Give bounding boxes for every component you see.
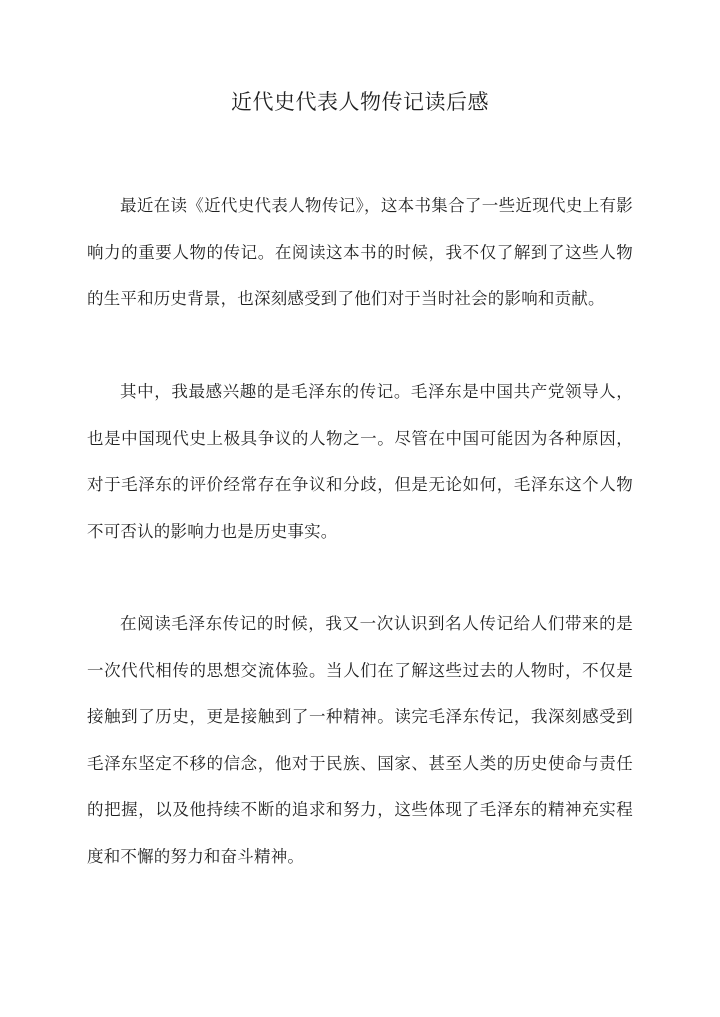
- document-title: 近代史代表人物传记读后感: [231, 90, 489, 114]
- paragraph-3: 在阅读毛泽东传记的时候，我又一次认识到名人传记给人们带来的是一次代代相传的思想交流体验。当人们在了解这些过去的人物时，不仅是接触到了历史，更是接触到了一种精神。读完毛泽东传记，我深刻感受到毛泽东坚定不移的信念，他对于民族、国家、甚至人类的历史使命与责任的把握，以及他持续不断的追求和努力，这些体现了毛泽东的精神充实程度和不懈的努力和奋斗精神。: [87, 614, 633, 866]
- paragraph-2: 其中，我最感兴趣的是毛泽东的传记。毛泽东是中国共产党领导人，也是中国现代史上极具争议的人物之一。尽管在中国可能因为各种原因，对于毛泽东的评价经常存在争议和分歧，但是无论如何，毛泽东这个人物不可否认的影响力也是历史事实。: [87, 382, 633, 541]
- paragraph-1: 最近在读《近代史代表人物传记》，这本书集合了一些近现代史上有影响力的重要人物的传记。在阅读这本书的时候，我不仅了解到了这些人物的生平和历史背景，也深刻感受到了他们对于当时社会的影响和贡献。: [87, 196, 633, 309]
